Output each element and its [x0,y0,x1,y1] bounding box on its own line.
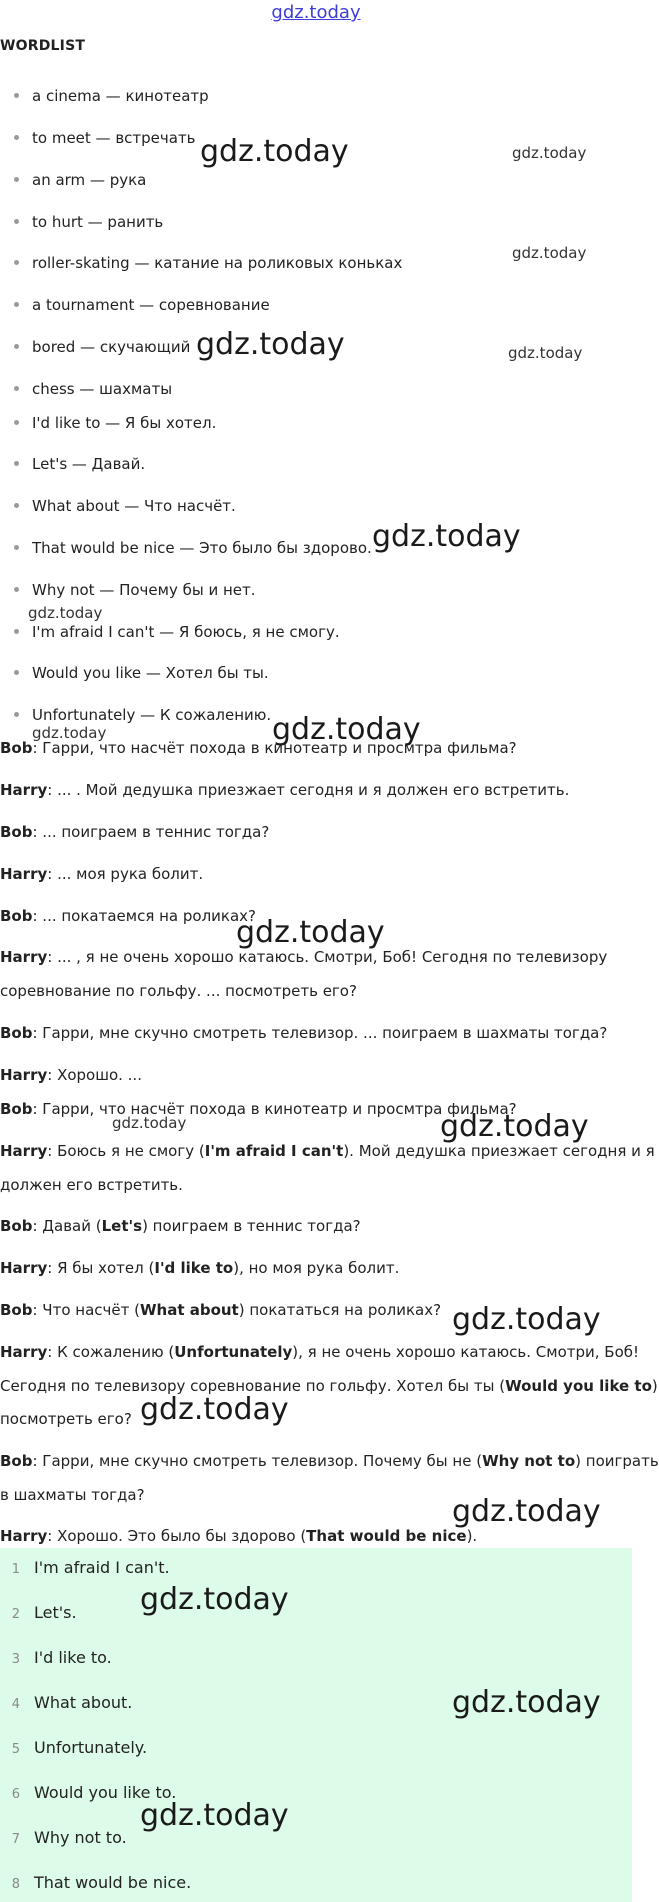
bullet-icon [14,386,19,391]
dialogue-line: Harry: ... моя рука болит. [0,865,204,883]
answer-item: 2 Let's. [11,1603,77,1622]
answer-item: 4 What about. [11,1693,133,1712]
dialogue-line: Bob: ... покатаемся на роликах? [0,907,257,925]
bullet-icon [14,302,19,307]
list-item: Let's — Давай. [14,454,145,474]
answer-dialogue-line: Harry: Хорошо. Это было бы здорово (That would be nice). [0,1527,478,1545]
watermark: gdz.today [236,915,385,950]
list-item: Why not — Почему бы и нет. [14,580,256,600]
watermark: gdz.today [140,1798,289,1833]
watermark: gdz.today [272,712,421,747]
answer-item: 8 That would be nice. [11,1873,192,1892]
list-item: a tournament — соревнование [14,295,270,315]
list-item: Unfortunately — К сожалению. [14,705,271,725]
watermark: gdz.today [452,1302,601,1337]
list-item: Would you like — Хотел бы ты. [14,663,269,683]
dialogue-line: Harry: Хорошо. ... [0,1066,142,1084]
answer-item: 1 I'm afraid I can't. [11,1558,170,1577]
dialogue-line: Harry: ... , я не очень хорошо катаюсь. Смотри, Боб! Сегодня по телевизору [0,948,608,966]
bullet-icon [14,545,19,550]
bullet-icon [14,177,19,182]
site-link[interactable]: gdz.today [271,2,361,23]
watermark: gdz.today [32,724,107,742]
watermark: gdz.today [112,1114,187,1132]
bullet-icon [14,420,19,425]
bullet-icon [14,135,19,140]
watermark: gdz.today [140,1582,289,1617]
list-item: roller-skating — катание на роликовых коньках [14,253,402,273]
watermark: gdz.today [452,1685,601,1720]
bullet-icon [14,712,19,717]
bullet-icon [14,670,19,675]
dialogue-line: соревнование по гольфу. ... посмотреть его? [0,982,357,1000]
answer-dialogue-line: Harry: Я бы хотел (I'd like to), но моя рука болит. [0,1259,400,1277]
answer-dialogue-line: Harry: К сожалению (Unfortunately), я не очень хорошо катаюсь. Смотри, Боб! [0,1343,640,1361]
list-item: chess — шахматы [14,379,172,399]
bullet-icon [14,461,19,466]
answer-dialogue-line: Bob: Гарри, что насчёт похода в кинотеатр и просмтра фильма? [0,1100,517,1118]
list-item: I'm afraid I can't — Я боюсь, я не смогу. [14,622,340,642]
answer-dialogue-line: в шахматы тогда? [0,1486,145,1504]
dialogue-line: Harry: ... . Мой дедушка приезжает сегодня и я должен его встретить. [0,781,570,799]
answer-item: 5 Unfortunately. [11,1738,148,1757]
watermark: gdz.today [508,344,583,362]
watermark: gdz.today [140,1392,289,1427]
watermark: gdz.today [28,604,103,622]
list-item: a cinema — кинотеатр [14,86,209,106]
list-item: That would be nice — Это было бы здорово. [14,538,372,558]
answer-dialogue-line: Harry: Боюсь я не смогу (I'm afraid I can't). Мой дедушка приезжает сегодня и я [0,1142,655,1160]
bullet-icon [14,219,19,224]
wordlist-heading: WORDLIST [0,38,86,54]
answer-dialogue-line: должен его встретить. [0,1176,183,1194]
dialogue-line: Bob: ... поиграем в теннис тогда? [0,823,270,841]
answer-dialogue-line: Bob: Гарри, мне скучно смотреть телевизор. Почему бы не (Why not to) поиграть [0,1452,659,1470]
answer-dialogue-line: Сегодня по телевизору соревнование по гольфу. Хотел бы ты (Would you like to) [0,1377,658,1395]
watermark: gdz.today [372,519,521,554]
answer-dialogue-line: Bob: Давай (Let's) поиграем в теннис тогда? [0,1217,361,1235]
answer-dialogue-line: посмотреть его? [0,1410,132,1428]
list-item: an arm — рука [14,170,146,190]
answer-item: 3 I'd like to. [11,1648,112,1667]
answer-dialogue-line: Bob: Что насчёт (What about) покататься на роликах? [0,1301,442,1319]
list-item: bored — скучающий [14,337,190,357]
bullet-icon [14,93,19,98]
list-item: to hurt — ранить [14,212,163,232]
watermark: gdz.today [452,1494,601,1529]
dialogue-line: Bob: Гарри, мне скучно смотреть телевизор. ... поиграем в шахматы тогда? [0,1024,608,1042]
answers-block [0,1548,632,1902]
list-item: to meet — встречать [14,128,196,148]
list-item: What about — Что насчёт. [14,496,236,516]
list-item: I'd like to — Я бы хотел. [14,413,216,433]
watermark: gdz.today [440,1109,589,1144]
watermark: gdz.today [200,134,349,169]
watermark: gdz.today [512,244,587,262]
watermark: gdz.today [512,144,587,162]
bullet-icon [14,503,19,508]
bullet-icon [14,587,19,592]
dialogue-line: Bob: Гарри, что насчёт похода в кинотеатр и просмтра фильма? [0,739,517,757]
bullet-icon [14,260,19,265]
answer-item: 6 Would you like to. [11,1783,177,1802]
watermark: gdz.today [196,327,345,362]
answer-item: 7 Why not to. [11,1828,127,1847]
bullet-icon [14,344,19,349]
bullet-icon [14,629,19,634]
